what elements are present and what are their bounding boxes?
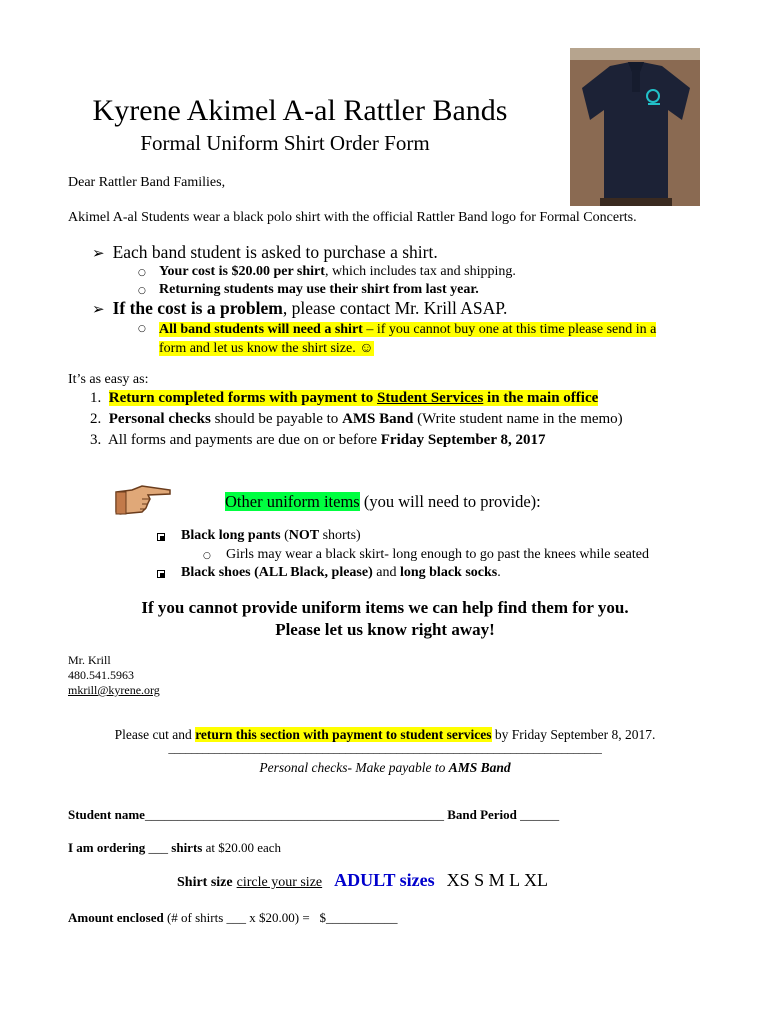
circle-bullet-icon: ○ (138, 324, 146, 334)
greeting: Dear Rattler Band Families, (68, 175, 226, 190)
size-options[interactable]: XS S M L XL (446, 870, 549, 890)
intro-line: Akimel A-al Students wear a black polo shirt with the official Rattler Band logo for Formal Concerts. (68, 210, 637, 225)
student-name-field[interactable]: Student name______________________________________________ Band Period ______ (68, 807, 560, 822)
bullet-cost-problem: ➢ If the cost is a problem, please contact Mr. Krill ASAP. (92, 298, 508, 318)
help-notice: If you cannot provide uniform items we can help find them for you. Please let us know right away! (141, 598, 629, 639)
steps-lead: It’s as easy as: (68, 372, 149, 387)
cut-line: ____________________________________________________________________________ (168, 741, 602, 755)
item-pants: Black long pants (NOT shorts) (181, 528, 361, 543)
bullet-cost: Your cost is $20.00 per shirt, which includes tax and shipping. (159, 264, 516, 279)
checkbox-bullet-icon (157, 570, 165, 578)
item-shoes: Black shoes (ALL Black, please) and long black socks. (181, 565, 501, 580)
circle-bullet-icon: ○ (138, 268, 146, 278)
contact-block (68, 653, 160, 698)
pointing-hand-icon (112, 482, 174, 523)
circle-bullet-icon: ○ (203, 551, 211, 561)
arrow-bullet-icon: ➢ (92, 302, 105, 318)
bullet-purchase: ➢ Each band student is asked to purchase a shirt. (92, 242, 438, 262)
steps-list (90, 388, 623, 451)
shirt-quantity-field[interactable]: I am ordering ___ shirts at $20.00 each (68, 840, 282, 855)
amount-enclosed-field[interactable]: Amount enclosed (# of shirts ___ x $20.00) = $___________ (68, 910, 398, 925)
step-3: 3. All forms and payments are due on or before Friday September 8, 2017 (90, 432, 546, 448)
step-2: 2. Personal checks should be payable to AMS Band (Write student name in the memo) (90, 411, 623, 427)
step-1: 1. Return completed forms with payment to Student Services in the main office (90, 390, 599, 406)
arrow-bullet-icon: ➢ (92, 246, 105, 262)
checkbox-bullet-icon (157, 533, 165, 541)
bullet-returning: Returning students may use their shirt from last year. (159, 282, 479, 297)
item-skirt-note: Girls may wear a black skirt- long enough to go past the knees while seated (226, 547, 649, 562)
bullet-need-shirt: All band students will need a shirt – if you cannot buy one at this time please send in a form and let us know the shirt size. ☺ (159, 322, 657, 356)
contact-email-link[interactable]: mkrill@kyrene.org (68, 683, 160, 697)
circle-bullet-icon: ○ (138, 286, 146, 296)
page-title: Kyrene Akimel A-al Rattler Bands (92, 94, 508, 127)
shirt-size-selector[interactable]: Shirt size circle your size ADULT sizes XS S M L XL (177, 870, 549, 890)
other-items-heading: Other uniform items (you will need to provide): (225, 492, 541, 511)
contact-phone: 480.541.5963 (68, 668, 134, 682)
checks-note: Personal checks- Make payable to AMS Band (259, 760, 511, 775)
contact-name: Mr. Krill (68, 653, 111, 667)
page-subtitle: Formal Uniform Shirt Order Form (140, 131, 430, 155)
cut-instructions: Please cut and return this section with payment to student services by Friday September 8, 2017. (114, 727, 656, 742)
